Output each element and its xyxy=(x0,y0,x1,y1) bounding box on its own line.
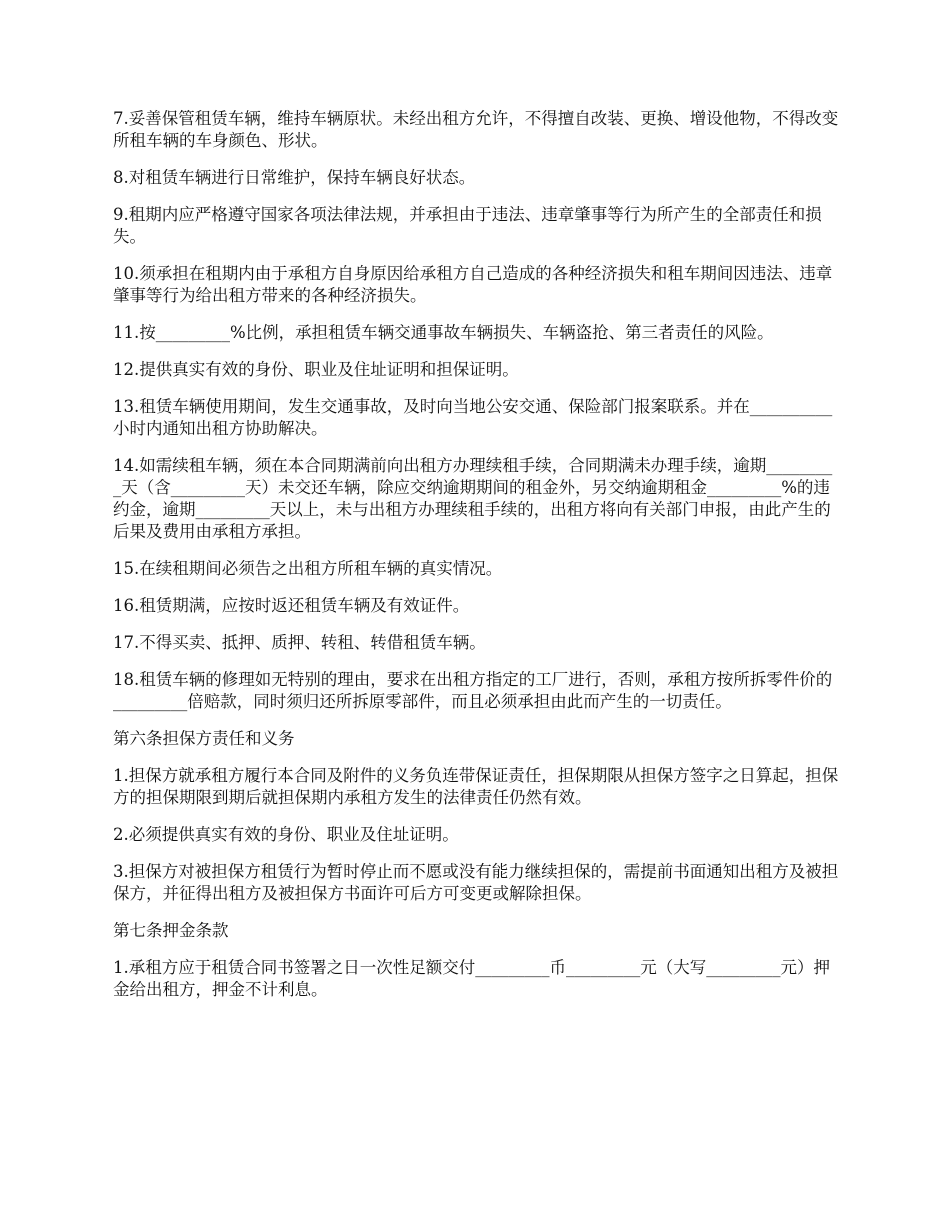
clause-16-return-vehicle: 16.租赁期满，应按时返还租赁车辆及有效证件。 xyxy=(113,596,470,615)
clause-7-keep-vehicle-intact: 7.妥善保管租赁车辆，维持车辆原状。未经出租方允许，不得擅自改装、更换、增设他物，不得改变所租车辆的车身颜色、形状。 xyxy=(113,109,839,150)
clause-15-renewal-disclosure: 15.在续租期间必须告之出租方所租车辆的真实情况。 xyxy=(113,559,503,578)
article-6-clause-1-guarantee: 1.担保方就承租方履行本合同及附件的义务负连带保证责任，担保期限从担保方签字之日算起，担保方的担保期限到期后就担保期内承租方发生的法律责任仍然有效。 xyxy=(113,766,839,807)
article-6-clause-3-termination: 3.担保方对被担保方租赁行为暂时停止而不愿或没有能力继续担保的，需提前书面通知出租方及被担保方，并征得出租方及被担保方书面许可后方可变更或解除担保。 xyxy=(113,862,839,903)
document-body xyxy=(113,108,839,1016)
clause-14-lease-renewal: 14.如需续租车辆，须在本合同期满前向出租方办理续租手续，合同期满未办理手续，逾期_________天（含_________天）未交还车辆，除应交纳逾期期间的租金外，另交纳逾期租金_________%的违约金，逾期_________天以上，未与出租方办理续租手续的，出租方将向有关部门申报，由此产生的后果及费用由承租方承担。 xyxy=(113,456,833,541)
clause-11-risk-ratio: 11.按_________%比例，承担租赁车辆交通事故车辆损失、车辆盗抢、第三者责任的风险。 xyxy=(113,323,774,342)
clause-9-obey-laws: 9.租期内应严格遵守国家各项法律法规，并承担由于违法、违章肇事等行为所产生的全部责任和损失。 xyxy=(113,205,822,246)
clause-12-identity-proof: 12.提供真实有效的身份、职业及住址证明和担保证明。 xyxy=(113,360,519,379)
article-7-clause-1-deposit: 1.承租方应于租赁合同书签署之日一次性足额交付_________币_________元（大写_________元）押金给出租方，押金不计利息。 xyxy=(113,958,830,999)
clause-18-repairs: 18.租赁车辆的修理如无特别的理由，要求在出租方指定的工厂进行，否则，承租方按所拆零件价的_________倍赔款，同时须归还所拆原零部件，而且必须承担由此而产生的一切责任。 xyxy=(113,670,833,711)
article-6-clause-2-identity: 2.必须提供真实有效的身份、职业及住址证明。 xyxy=(113,825,459,844)
clause-13-accident-report: 13.租赁车辆使用期间，发生交通事故，及时向当地公安交通、保险部门报案联系。并在__________小时内通知出租方协助解决。 xyxy=(113,397,833,438)
article-6-heading: 第六条担保方责任和义务 xyxy=(113,729,295,748)
clause-10-economic-losses: 10.须承担在租期内由于承租方自身原因给承租方自己造成的各种经济损失和租车期间因违法、违章肇事等行为给出租方带来的各种经济损失。 xyxy=(113,264,833,305)
article-7-heading: 第七条押金条款 xyxy=(113,921,229,940)
clause-17-no-transfer: 17.不得买卖、抵押、质押、转租、转借租赁车辆。 xyxy=(113,633,486,652)
clause-8-daily-maintenance: 8.对租赁车辆进行日常维护，保持车辆良好状态。 xyxy=(113,168,476,187)
